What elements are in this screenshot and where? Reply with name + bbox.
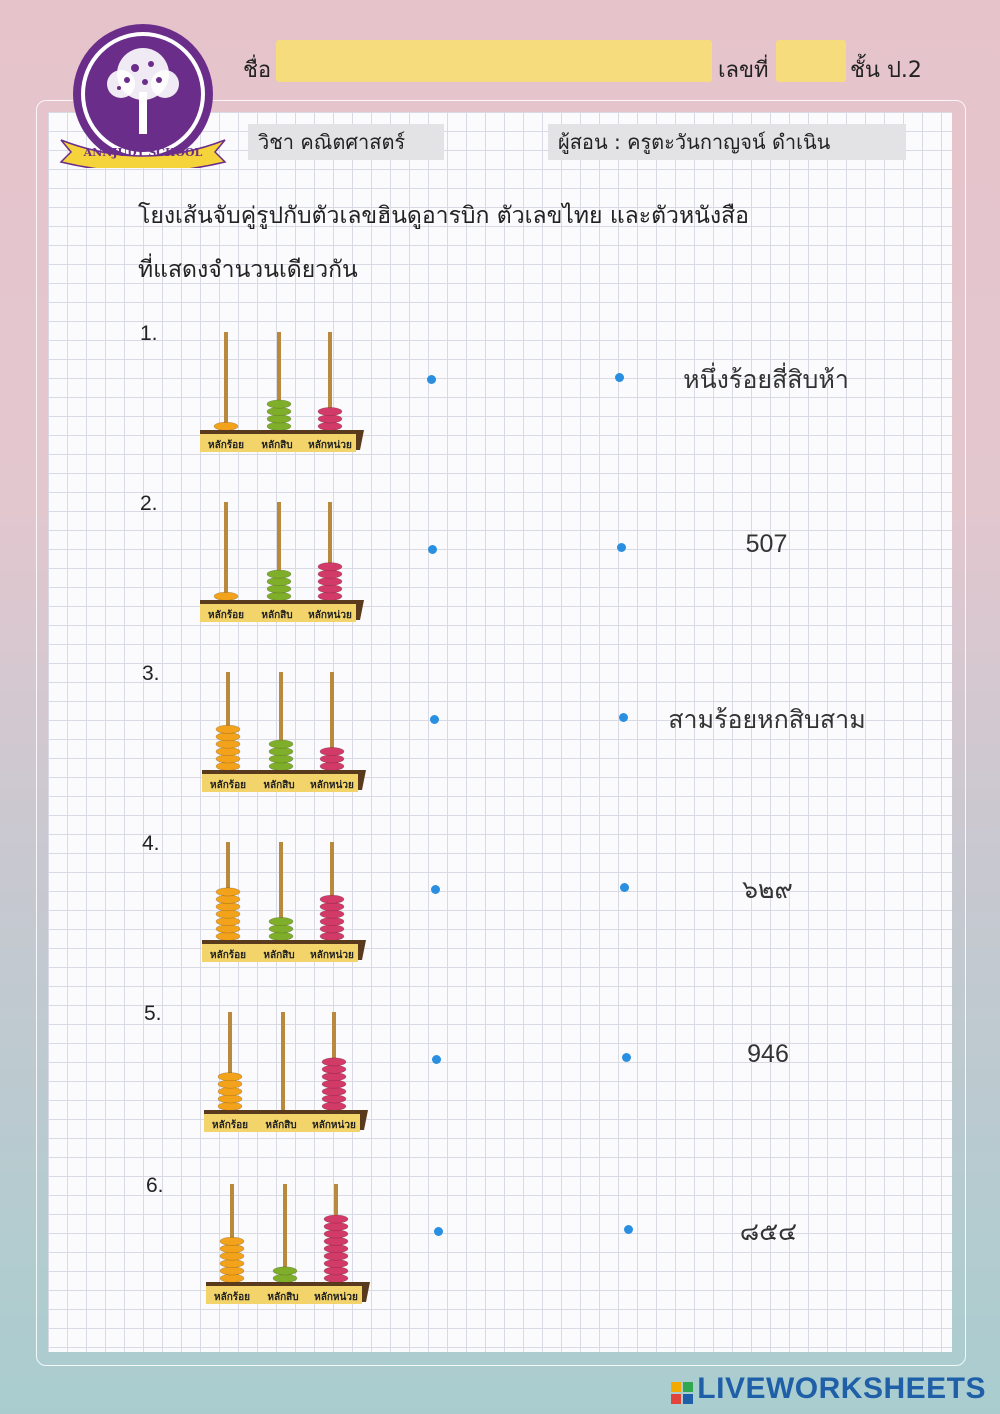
bead: [216, 888, 240, 896]
units-rod: [318, 332, 342, 438]
bead: [318, 407, 342, 415]
tens-rod: [281, 1012, 285, 1118]
bead: [269, 740, 293, 748]
bead: [216, 925, 240, 933]
bead: [318, 422, 342, 430]
bead: [320, 762, 344, 770]
bead: [267, 422, 291, 430]
right-match-dot[interactable]: [617, 543, 626, 552]
units-label: หลักหน่วย: [314, 1292, 358, 1303]
bead: [216, 917, 240, 925]
bead: [320, 903, 344, 911]
bead: [218, 1080, 242, 1088]
bead: [320, 755, 344, 763]
units-rod: [318, 502, 342, 608]
name-input[interactable]: [276, 40, 712, 82]
units-label: หลักหน่วย: [310, 780, 354, 791]
bead: [216, 895, 240, 903]
tens-rod: [267, 332, 291, 438]
tens-label: หลักสิบ: [263, 950, 295, 961]
bead: [220, 1245, 244, 1253]
bead: [318, 577, 342, 585]
bead: [324, 1245, 348, 1253]
bead: [320, 747, 344, 755]
hundreds-label: หลักร้อย: [209, 950, 247, 961]
bead: [216, 755, 240, 763]
bead: [267, 400, 291, 408]
bead: [218, 1095, 242, 1103]
bead: [269, 755, 293, 763]
left-match-dot[interactable]: [434, 1227, 443, 1236]
bead: [324, 1274, 348, 1282]
bead: [220, 1252, 244, 1260]
bead: [267, 570, 291, 578]
answer-text: ๘๕๔: [739, 1217, 798, 1246]
bead: [218, 1087, 242, 1095]
tens-rod: [269, 672, 293, 778]
abacus-image: [198, 666, 370, 796]
tens-label: หลักสิบ: [265, 1120, 297, 1131]
bead: [216, 932, 240, 940]
units-label: หลักหน่วย: [310, 950, 354, 961]
answer-text: สามร้อยหกสิบสาม: [668, 705, 866, 734]
right-match-dot[interactable]: [615, 373, 624, 382]
bead: [320, 932, 344, 940]
hundreds-rod: [216, 672, 240, 778]
bead: [269, 925, 293, 933]
bead: [322, 1095, 346, 1103]
bead: [267, 577, 291, 585]
abacus-image: [196, 326, 368, 456]
tens-label: หลักสิบ: [267, 1292, 299, 1303]
bead: [322, 1080, 346, 1088]
abacus-image: [196, 496, 368, 626]
question-number: 1.: [140, 322, 158, 345]
bead: [267, 585, 291, 593]
bead: [220, 1259, 244, 1267]
bead: [216, 903, 240, 911]
bead: [269, 917, 293, 925]
bead: [273, 1274, 297, 1282]
bead: [214, 422, 238, 430]
abacus-image: [200, 1006, 372, 1136]
bead: [216, 740, 240, 748]
units-label: หลักหน่วย: [308, 610, 352, 621]
bead: [269, 932, 293, 940]
bead: [318, 415, 342, 423]
units-rod: [322, 1012, 346, 1118]
bead: [320, 925, 344, 933]
units-label: หลักหน่วย: [312, 1120, 356, 1131]
bead: [320, 895, 344, 903]
hundreds-label: หลักร้อย: [207, 440, 245, 451]
hundreds-rod: [220, 1184, 244, 1290]
abacus-image: [202, 1178, 374, 1308]
units-rod: [320, 672, 344, 778]
number-label: เลขที่: [718, 58, 769, 83]
bead: [267, 592, 291, 600]
bead: [220, 1237, 244, 1245]
hundreds-rod: [214, 332, 238, 438]
tens-rod: [269, 842, 293, 948]
answer-text: 507: [745, 530, 788, 558]
hundreds-label: หลักร้อย: [209, 780, 247, 791]
bead: [322, 1073, 346, 1081]
bead: [216, 910, 240, 918]
liveworksheets-logo-icon: [671, 1378, 693, 1400]
left-match-dot[interactable]: [431, 885, 440, 894]
units-label: หลักหน่วย: [308, 440, 352, 451]
liveworksheets-brand: [671, 1372, 986, 1406]
subject-box: วิชา คณิตศาสตร์: [248, 124, 444, 160]
bead: [322, 1102, 346, 1110]
question-number: 2.: [140, 492, 158, 515]
bead: [267, 415, 291, 423]
student-number-input[interactable]: [776, 40, 846, 82]
left-match-dot[interactable]: [430, 715, 439, 724]
bead: [318, 585, 342, 593]
bead: [318, 570, 342, 578]
bead: [267, 407, 291, 415]
question-number: 3.: [142, 662, 160, 685]
bead: [269, 762, 293, 770]
bead: [216, 733, 240, 741]
bead: [324, 1259, 348, 1267]
bead: [324, 1252, 348, 1260]
name-label: ชื่อ: [243, 58, 272, 83]
hundreds-rod: [218, 1012, 242, 1118]
abacus-image: [198, 836, 370, 966]
bead: [269, 747, 293, 755]
bead: [220, 1274, 244, 1282]
right-match-dot[interactable]: [619, 713, 628, 722]
bead: [218, 1102, 242, 1110]
bead: [216, 762, 240, 770]
tens-label: หลักสิบ: [261, 610, 293, 621]
bead: [218, 1073, 242, 1081]
brand-text: LIVEWORKSHEETS: [697, 1372, 986, 1405]
question-number: 6.: [146, 1174, 164, 1197]
bead: [324, 1222, 348, 1230]
hundreds-rod: [214, 502, 238, 608]
answer-text: หนึ่งร้อยสี่สิบห้า: [683, 365, 849, 394]
bead: [324, 1230, 348, 1238]
instruction-line-2: ที่แสดงจำนวนเดียวกัน: [138, 257, 358, 283]
bead: [320, 917, 344, 925]
bead: [322, 1087, 346, 1095]
hundreds-label: หลักร้อย: [213, 1292, 251, 1303]
bead: [320, 910, 344, 918]
hundreds-rod: [216, 842, 240, 948]
units-rod: [320, 842, 344, 948]
tens-label: หลักสิบ: [261, 440, 293, 451]
bead: [318, 563, 342, 571]
tens-rod: [267, 502, 291, 608]
bead: [273, 1267, 297, 1275]
bead: [322, 1058, 346, 1066]
question-number: 4.: [142, 832, 160, 855]
grade-label: ชั้น ป.2: [850, 58, 922, 83]
bead: [220, 1267, 244, 1275]
answer-text: ๖๒๙: [742, 875, 793, 904]
units-rod: [324, 1184, 348, 1290]
bead: [324, 1215, 348, 1223]
logo-text: ANNJUDY SCHOOL: [83, 146, 203, 159]
bead: [324, 1237, 348, 1245]
bead: [318, 592, 342, 600]
bead: [216, 725, 240, 733]
tens-label: หลักสิบ: [263, 780, 295, 791]
question-number: 5.: [144, 1002, 162, 1025]
instruction-line-1: โยงเส้นจับคู่รูปกับตัวเลขฮินดูอารบิก ตัวเลขไทย และตัวหนังสือ: [138, 203, 749, 229]
bead: [216, 747, 240, 755]
bead: [324, 1267, 348, 1275]
left-match-dot[interactable]: [427, 375, 436, 384]
bead: [322, 1065, 346, 1073]
teacher-box: ผู้สอน : ครูตะวันกาญจน์ ดำเนิน: [548, 124, 906, 160]
answer-text: 946: [747, 1040, 789, 1068]
tens-rod: [273, 1184, 297, 1290]
right-match-dot[interactable]: [624, 1225, 633, 1234]
hundreds-label: หลักร้อย: [211, 1120, 249, 1131]
bead: [214, 592, 238, 600]
school-logo: [55, 22, 231, 168]
hundreds-label: หลักร้อย: [207, 610, 245, 621]
